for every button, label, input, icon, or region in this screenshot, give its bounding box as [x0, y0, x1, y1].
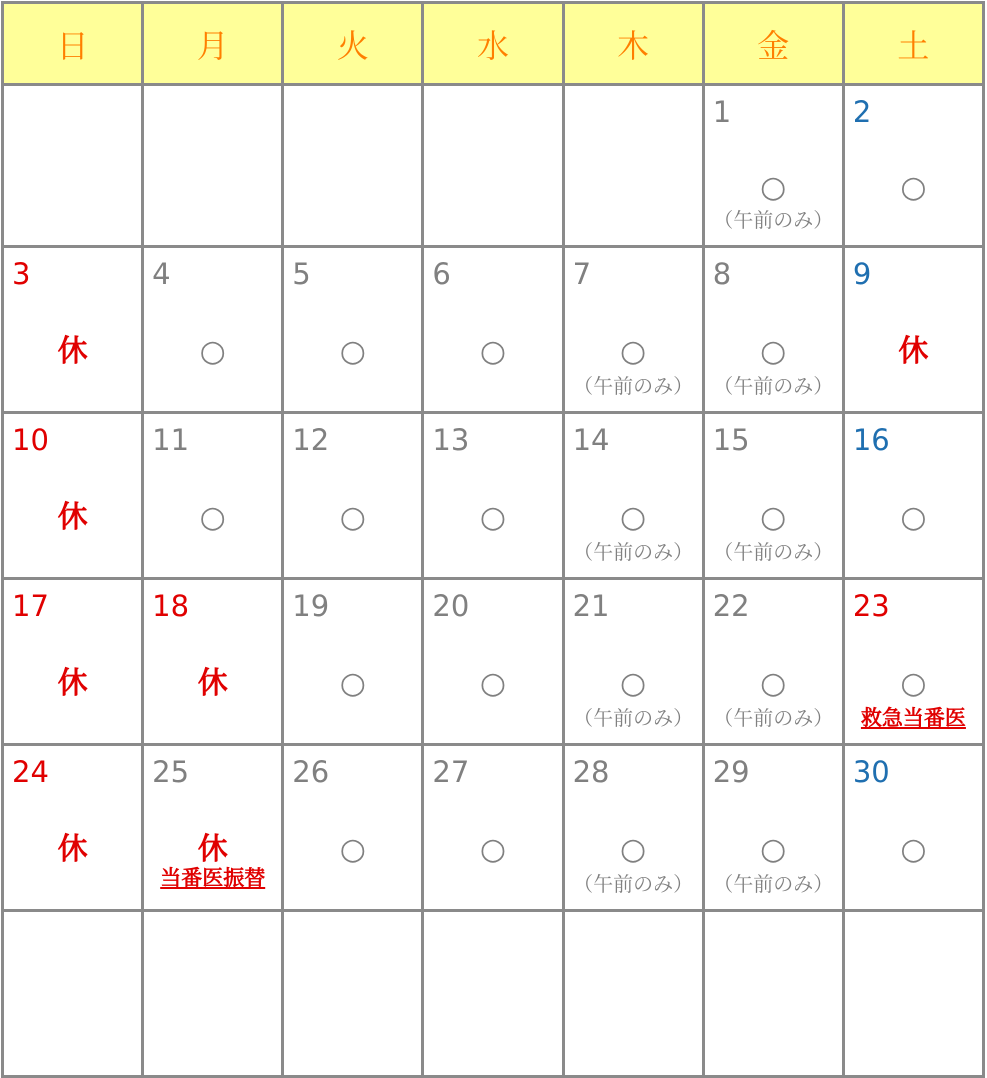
open-mark: ○	[620, 334, 647, 369]
weekday-sat: 土	[843, 3, 983, 85]
day-number: 27	[432, 755, 470, 789]
day-number: 12	[292, 423, 330, 457]
weekday-tue: 火	[283, 3, 423, 85]
day-number: 22	[712, 589, 750, 623]
weekday-wed: 水	[423, 3, 563, 85]
day-number: 18	[152, 589, 190, 623]
weekday-fri: 金	[703, 3, 843, 85]
day-cell	[423, 85, 563, 247]
day-cell-22	[703, 579, 843, 745]
day-cell-13	[423, 413, 563, 579]
closed-mark: 休	[57, 832, 88, 867]
day-cell-23	[843, 579, 983, 745]
week-row-1	[3, 85, 984, 247]
day-cell-7	[563, 247, 703, 413]
week-row-2	[3, 247, 984, 413]
day-cell	[143, 85, 283, 247]
weekday-header-row	[3, 3, 984, 85]
day-cell-11	[143, 413, 283, 579]
open-mark: ○	[760, 666, 787, 701]
weekday-sun: 日	[3, 3, 143, 85]
day-cell	[563, 911, 703, 1077]
day-number: 2	[852, 95, 872, 129]
morning-only-note: （午前のみ）	[713, 872, 834, 896]
day-number: 21	[572, 589, 610, 623]
day-cell-4	[143, 247, 283, 413]
open-mark: ○	[479, 666, 507, 701]
day-cell-1	[703, 85, 843, 247]
open-mark: ○	[900, 170, 927, 205]
closed-mark: 休	[57, 666, 88, 701]
open-mark: ○	[760, 170, 787, 205]
day-number: 8	[712, 257, 732, 291]
day-number: 24	[12, 755, 49, 789]
morning-only-note: （午前のみ）	[573, 706, 694, 730]
morning-only-note: （午前のみ）	[713, 208, 834, 232]
day-number: 5	[292, 257, 311, 291]
day-number: 7	[572, 257, 592, 291]
morning-only-note: （午前のみ）	[713, 706, 834, 730]
day-number: 20	[432, 589, 470, 623]
day-cell	[423, 911, 563, 1077]
day-cell-12	[283, 413, 423, 579]
day-cell	[563, 85, 703, 247]
day-cell	[3, 911, 143, 1077]
day-cell	[283, 911, 423, 1077]
day-cell	[843, 911, 983, 1077]
open-mark: ○	[900, 500, 927, 535]
open-mark: ○	[620, 500, 647, 535]
week-row-5	[3, 745, 984, 911]
morning-only-note: （午前のみ）	[573, 374, 694, 398]
open-mark: ○	[339, 666, 366, 701]
day-cell-9	[843, 247, 983, 413]
day-number: 13	[432, 423, 470, 457]
open-mark: ○	[620, 666, 647, 701]
day-number: 4	[152, 257, 171, 291]
open-mark: ○	[479, 500, 507, 535]
day-cell-19	[283, 579, 423, 745]
day-number: 17	[12, 589, 49, 623]
day-number: 23	[852, 589, 890, 623]
day-cell-15	[703, 413, 843, 579]
day-cell-5	[283, 247, 423, 413]
day-number: 30	[852, 755, 890, 789]
open-mark: ○	[339, 334, 366, 369]
day-cell-10	[3, 413, 143, 579]
day-cell-26	[283, 745, 423, 911]
open-mark: ○	[900, 666, 927, 701]
day-cell-30	[843, 745, 983, 911]
morning-only-note: （午前のみ）	[713, 374, 834, 398]
day-cell-14	[563, 413, 703, 579]
day-number: 11	[152, 423, 190, 457]
open-mark: ○	[760, 832, 787, 867]
open-mark: ○	[479, 832, 507, 867]
day-cell-27	[423, 745, 563, 911]
day-cell	[143, 911, 283, 1077]
morning-only-note: （午前のみ）	[713, 540, 834, 564]
day-number: 16	[852, 423, 890, 457]
open-mark: ○	[199, 334, 226, 369]
day-number: 19	[292, 589, 330, 623]
emergency-duty-link[interactable]: 救急当番医	[860, 706, 966, 730]
weekday-thu: 木	[563, 3, 703, 85]
day-number: 14	[572, 423, 610, 457]
day-cell-20	[423, 579, 563, 745]
calendar-grid	[1, 1, 985, 1078]
closed-mark: 休	[197, 666, 228, 701]
open-mark: ○	[199, 500, 226, 535]
open-mark: ○	[620, 832, 647, 867]
day-number: 10	[12, 423, 49, 457]
day-cell-2	[843, 85, 983, 247]
open-mark: ○	[339, 500, 366, 535]
day-cell-24	[3, 745, 143, 911]
morning-only-note: （午前のみ）	[573, 872, 694, 896]
open-mark: ○	[760, 500, 787, 535]
day-number: 25	[152, 755, 190, 789]
day-cell	[3, 85, 143, 247]
closed-mark: 休	[57, 334, 88, 369]
day-number: 15	[712, 423, 750, 457]
duty-transfer-link[interactable]: 当番医振替	[160, 866, 266, 890]
day-cell-3	[3, 247, 143, 413]
day-number: 29	[712, 755, 750, 789]
day-cell-6	[423, 247, 563, 413]
day-cell-25	[143, 745, 283, 911]
open-mark: ○	[339, 832, 366, 867]
day-cell	[283, 85, 423, 247]
day-number: 26	[292, 755, 330, 789]
closed-mark: 休	[898, 334, 929, 369]
weekday-mon: 月	[143, 3, 283, 85]
day-number: 6	[432, 257, 451, 291]
day-cell-8	[703, 247, 843, 413]
week-row-4	[3, 579, 984, 745]
open-mark: ○	[479, 334, 507, 369]
day-cell-18	[143, 579, 283, 745]
day-number: 28	[572, 755, 610, 789]
week-row-6	[3, 911, 984, 1077]
closed-mark: 休	[57, 500, 88, 535]
day-cell	[703, 911, 843, 1077]
day-cell-28	[563, 745, 703, 911]
day-cell-17	[3, 579, 143, 745]
day-number: 3	[12, 257, 31, 291]
day-cell-21	[563, 579, 703, 745]
day-cell-16	[843, 413, 983, 579]
day-number: 1	[712, 95, 732, 129]
open-mark: ○	[900, 832, 927, 867]
day-cell-29	[703, 745, 843, 911]
day-number: 9	[852, 257, 872, 291]
morning-only-note: （午前のみ）	[573, 540, 694, 564]
open-mark: ○	[760, 334, 787, 369]
week-row-3	[3, 413, 984, 579]
closed-mark: 休	[197, 832, 228, 867]
